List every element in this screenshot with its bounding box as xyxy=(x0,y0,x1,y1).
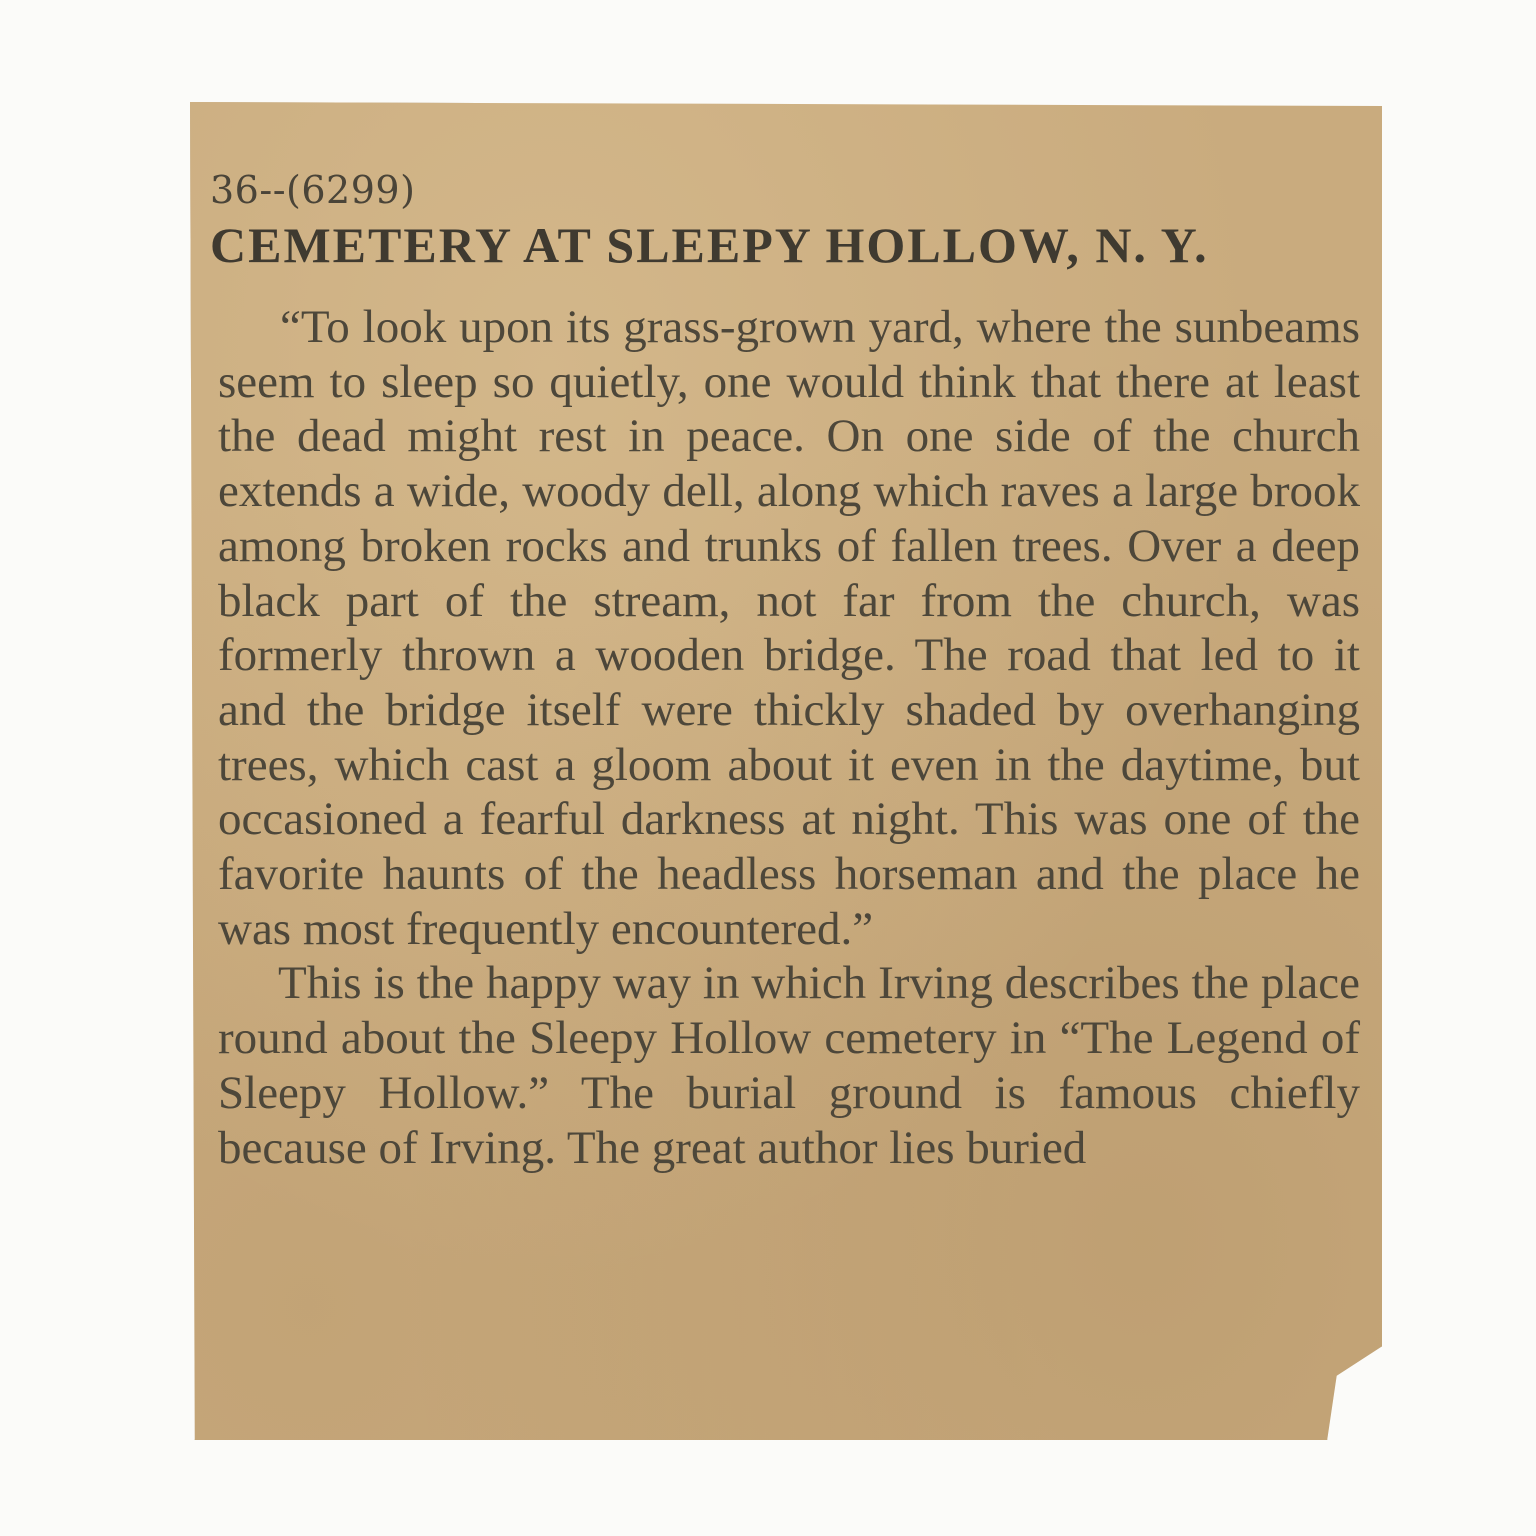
quote-paragraph: “To look upon its grass-grown yard, where the sunbeams seem to sleep so quietly, one would think that there at least the dead might rest in peace. On one side of the church extends a wide, woody dell, along which raves a large brook among broken rocks and trunks of fallen trees. Over a deep black part of the stream, not far from the church, was formerly thrown a wooden bridge. The road that led to it and the bridge itself were thickly shaded by overhanging trees, which cast a gloom about it even in the daytime, but occasioned a fearful darkness at night. This was one of the favorite haunts of the headless horseman and the place he was most frequently encountered.” xyxy=(218,301,1360,955)
card-title: CEMETERY AT SLEEPY HOLLOW, N. Y. xyxy=(210,217,1209,273)
card-reference-number: 36--(6299) xyxy=(210,168,416,212)
card-description xyxy=(218,300,1360,1175)
commentary-paragraph: This is the happy way in which Irving describes the place round about the Sleepy Hollow cemetery in “The Legend of Sleepy Hollow.” The burial ground is famous chiefly because of Irving. The great author lies buried xyxy=(218,957,1360,1174)
